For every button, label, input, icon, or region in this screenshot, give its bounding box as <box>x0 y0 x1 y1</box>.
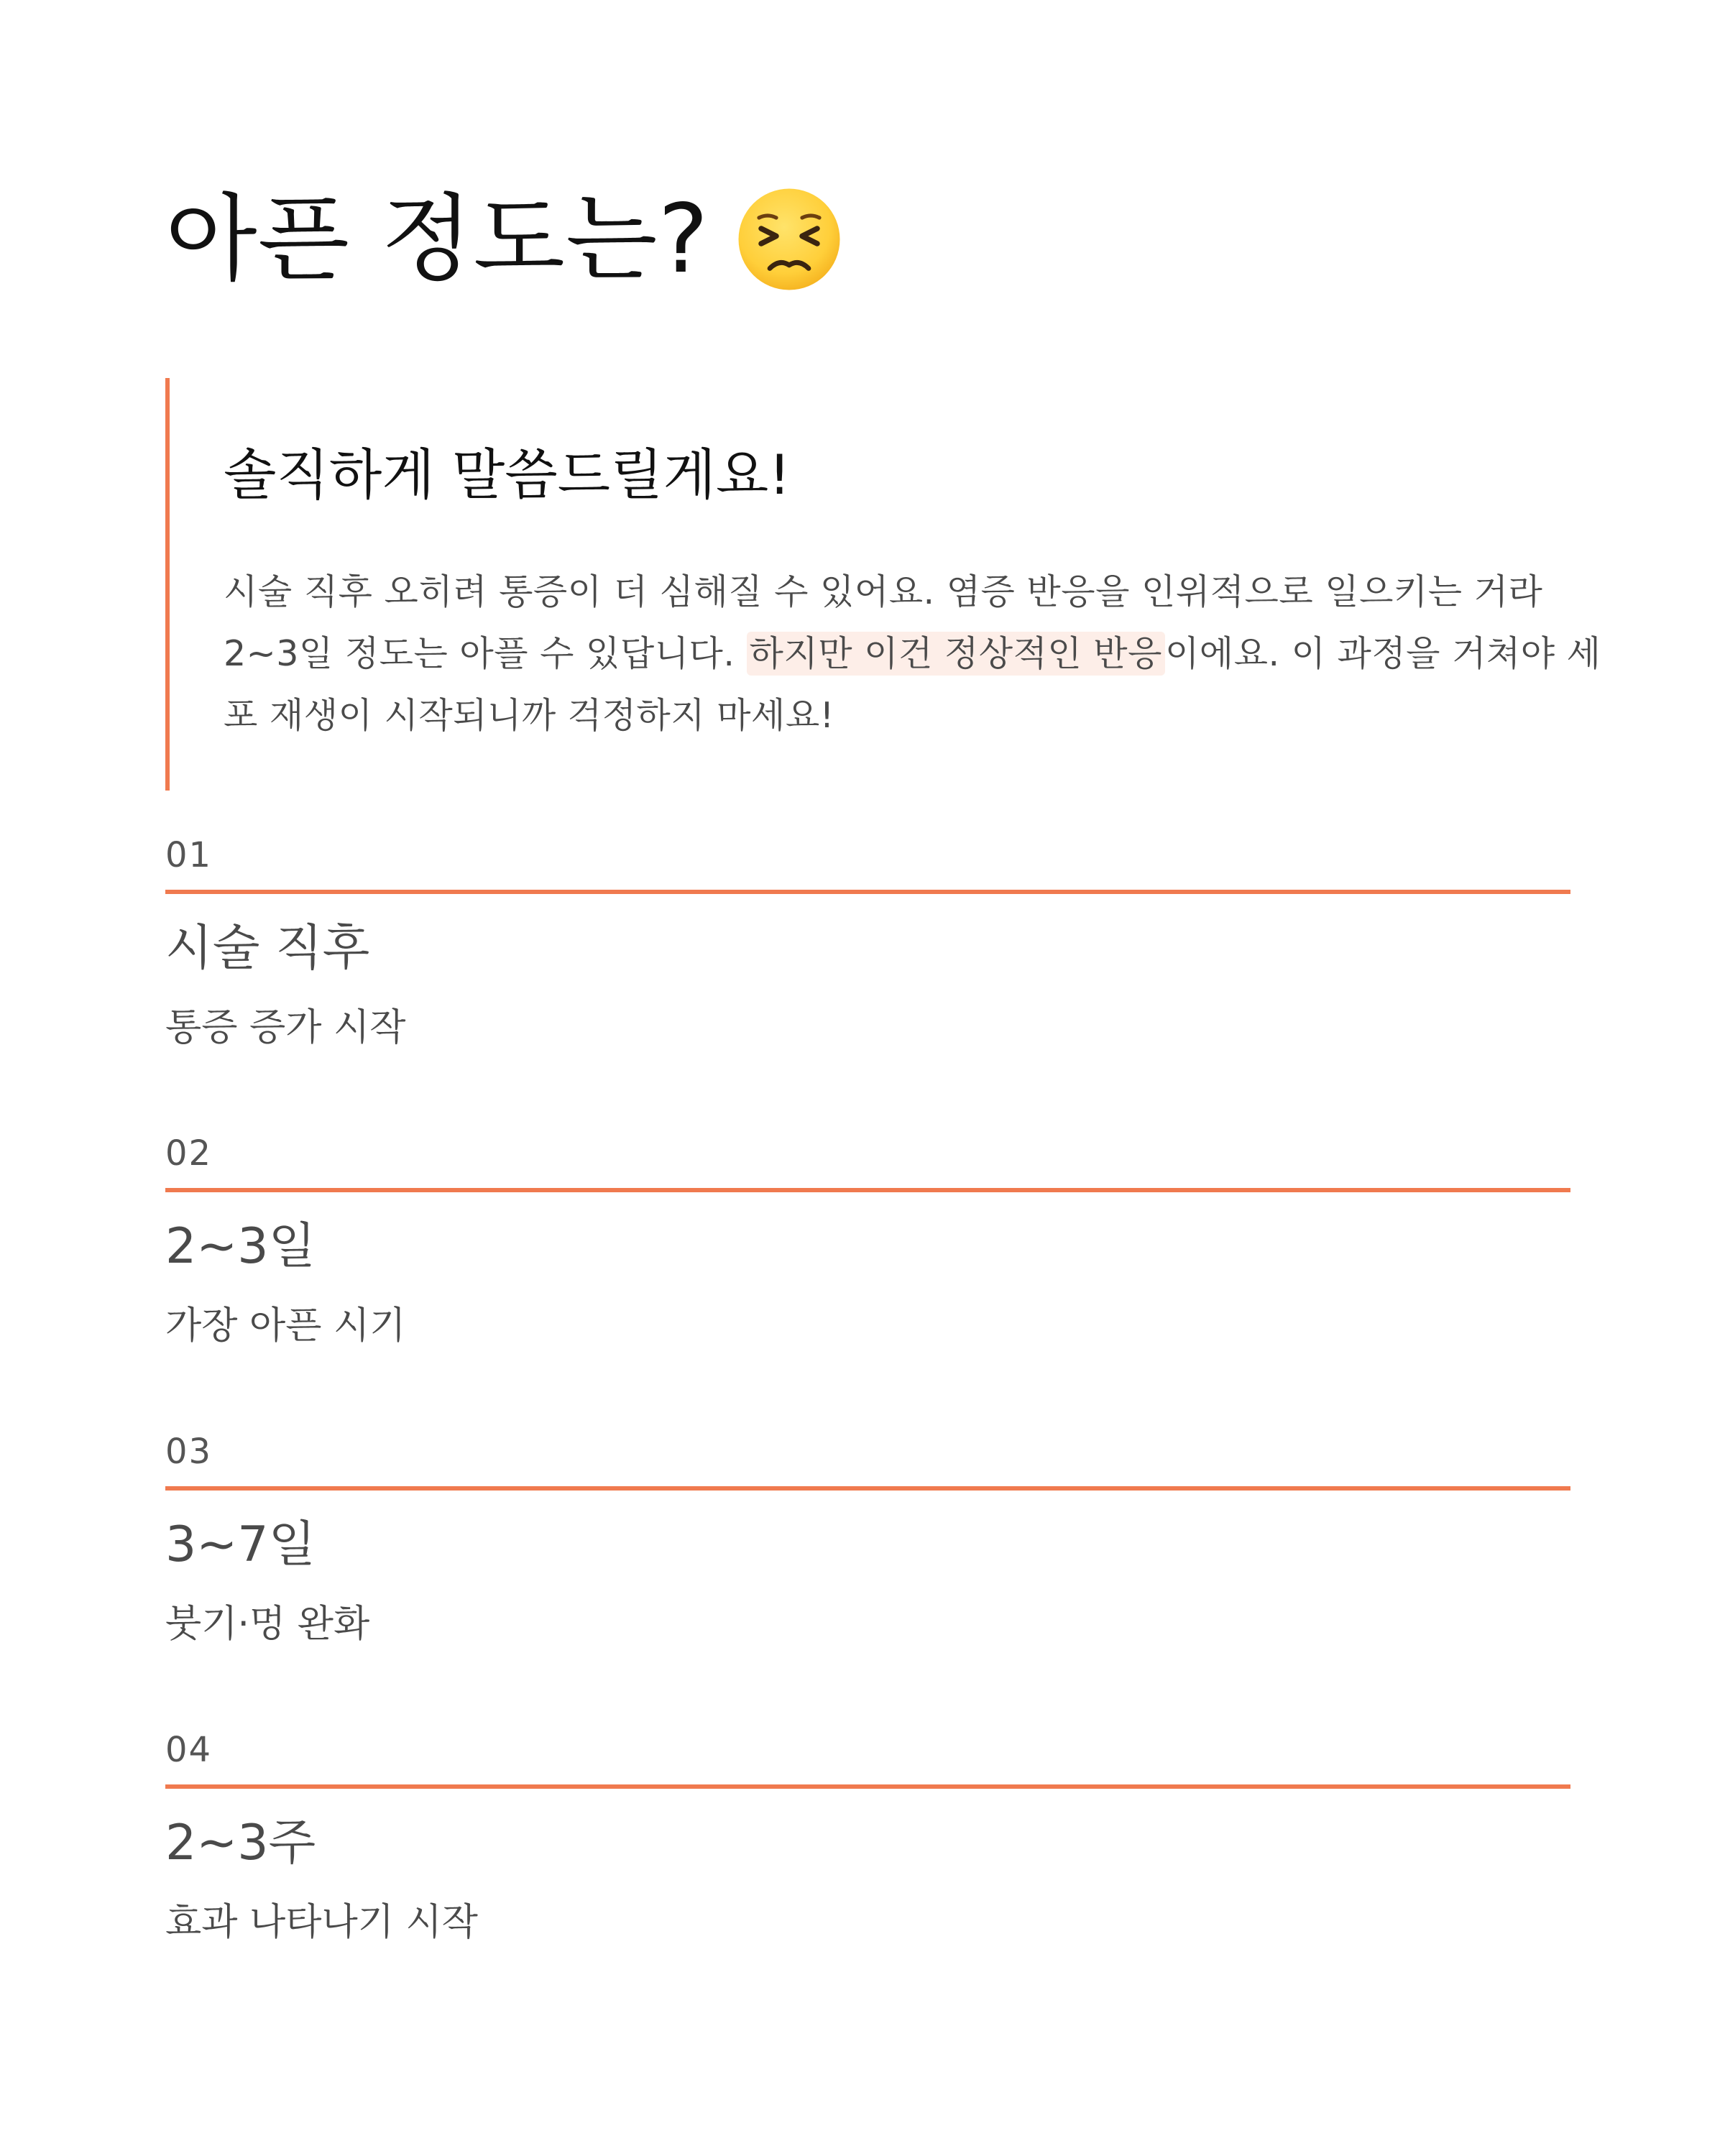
step-description: 효과 나타나기 시작 <box>165 1901 478 1944</box>
step-description: 통증 증가 시작 <box>165 1006 406 1049</box>
page-title: 아픈 정도는? <box>165 184 709 295</box>
callout-text-after-highlight: 이에요. 이 과정을 거쳐야 세 <box>1164 633 1601 674</box>
step-title: 2~3주 <box>165 1815 316 1871</box>
step-divider <box>165 1188 1570 1192</box>
title-row <box>165 178 843 300</box>
step-number: 02 <box>165 1133 213 1174</box>
callout-text-before-highlight: 2~3일 정도는 아플 수 있답니다. <box>224 633 747 674</box>
callout-body-line-3: 포 재생이 시작되니까 걱정하지 마세요! <box>224 695 834 736</box>
timeline-step-1 <box>165 834 1570 1107</box>
step-divider <box>165 1486 1570 1491</box>
timeline-step-3 <box>165 1430 1570 1703</box>
step-number: 04 <box>165 1730 213 1770</box>
step-divider <box>165 1784 1570 1789</box>
step-title: 2~3일 <box>165 1218 316 1275</box>
timeline-step-2 <box>165 1132 1570 1405</box>
step-number: 03 <box>165 1432 213 1472</box>
step-description: 붓기·멍 완화 <box>165 1603 370 1646</box>
persevering-face-icon <box>735 185 843 293</box>
timeline-step-4 <box>165 1728 1570 2001</box>
step-title: 시술 직후 <box>165 920 370 977</box>
callout-body-line-2 <box>224 623 1601 685</box>
step-divider <box>165 890 1570 894</box>
callout-highlight: 하지만 이건 정상적인 반응 <box>747 632 1165 676</box>
callout-body <box>224 561 1601 747</box>
callout-box <box>165 378 1601 791</box>
step-number: 01 <box>165 835 213 875</box>
callout-body-line-1: 시술 직후 오히려 통증이 더 심해질 수 있어요. 염증 반응을 인위적으로 일으키는 거라 <box>224 571 1543 612</box>
step-description: 가장 아픈 시기 <box>165 1304 406 1348</box>
callout-title: 솔직하게 말씀드릴게요! <box>224 443 791 507</box>
step-title: 3~7일 <box>165 1516 316 1573</box>
